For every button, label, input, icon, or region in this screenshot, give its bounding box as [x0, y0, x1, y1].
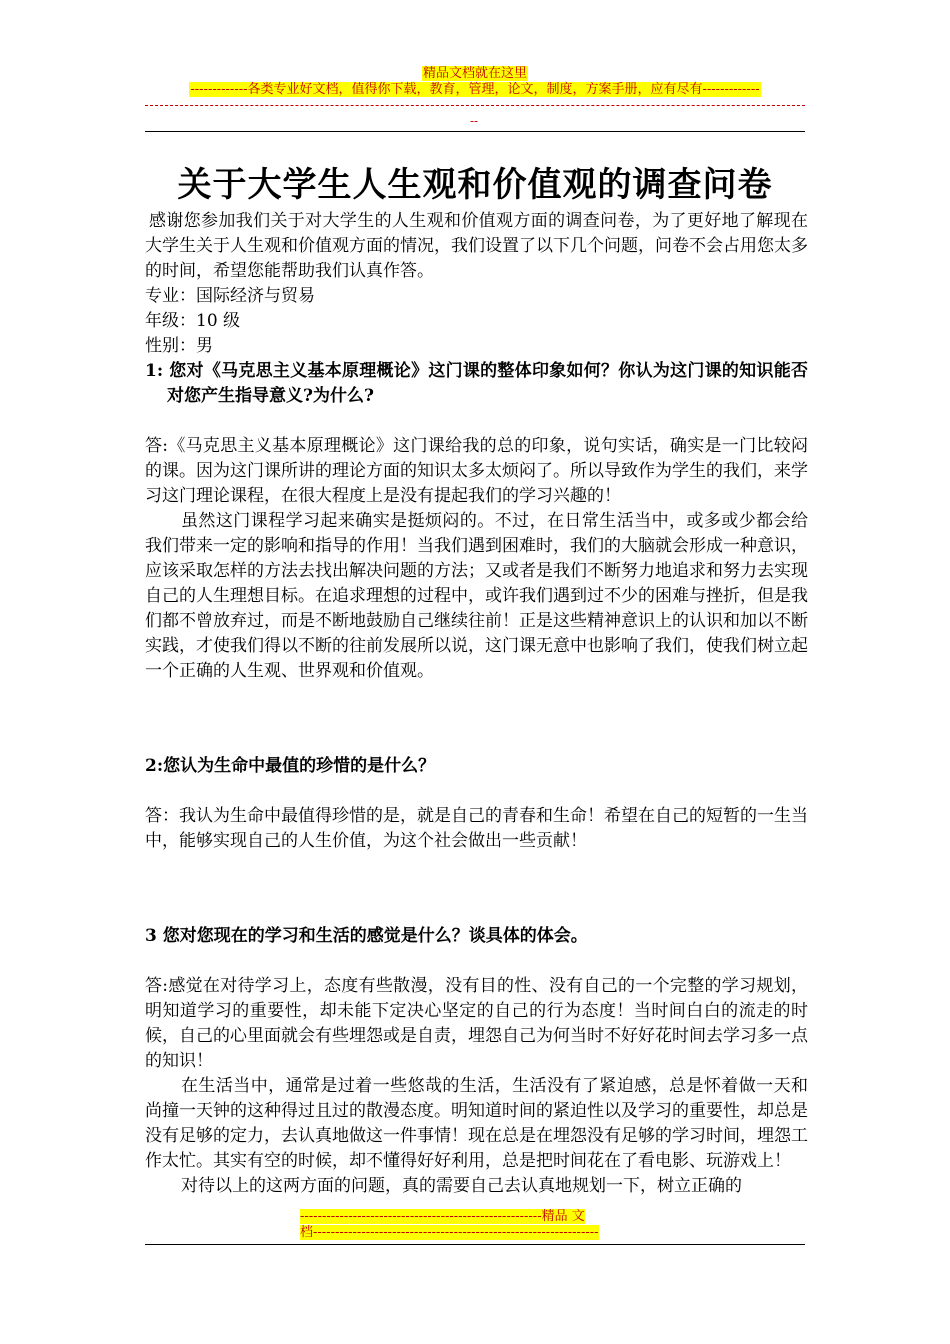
header-title-text: 精品文档就在这里 [422, 66, 527, 81]
question-1: 1: 您对《马克思主义基本原理概论》这门课的整体印象如何？你认为这门课的知识能否对您产生指导意义?为什么? [145, 361, 808, 406]
answer-2: 答：我认为生命中最值得珍惜的是，就是自己的青春和生命！希望在自己的短暂的一生当中，能够实现自己的人生价值，为这个社会做出一些贡献！ [145, 806, 808, 851]
header-dashed-divider [145, 97, 805, 106]
answer-3-paragraph-1: 答:感觉在对待学习上，态度有些散漫，没有目的性、没有自己的一个完整的学习规划，明知道学习的重要性，却未能下定决心坚定的自己的行为态度！当时间白白的流走的时候，自己的心里面就会有些埋怨或是自责，埋怨自己为何当时不好好花时间去学习多一点的知识！ [145, 976, 808, 1071]
document-title: 关于大学生人生观和价值观的调查问卷 [177, 165, 773, 205]
document-body [145, 209, 808, 1199]
spacer [145, 854, 808, 904]
footer-line-1: -------------------------------------------------------精品 文 [300, 1209, 585, 1224]
spacer [145, 409, 808, 434]
footer-banner [300, 1209, 650, 1241]
answer-1-paragraph-1: 答:《马克思主义基本原理概论》这门课给我的总的印象，说句实话，确实是一门比较闷的课。因为这门课所讲的理论方面的知识太多太烦闷了。所以导致作为学生的我们，来学习这门理论课程，在很大程度上是没有提起我们的学习兴趣的！ [145, 436, 808, 506]
info-major: 专业：国际经济与贸易 [145, 286, 315, 306]
spacer [145, 684, 808, 734]
footer-rule [145, 1244, 805, 1245]
spacer [145, 949, 808, 974]
spacer [145, 904, 808, 924]
header-rule [145, 131, 805, 132]
answer-3-paragraph-2: 在生活当中，通常是过着一些悠哉的生活，生活没有了紧迫感，总是怀着做一天和尚撞一天钟的这种得过且过的散漫态度。明知道时间的紧迫性以及学习的重要性，却总是没有足够的定力，去认真地做这一件事情！现在总是在埋怨没有足够的学习时间，埋怨工作太忙。其实有空的时候，却不懂得好好利用，总是把时间花在了看电影、玩游戏上！ [145, 1076, 808, 1171]
info-gender: 性别：男 [145, 336, 213, 356]
spacer [145, 734, 808, 754]
question-3: 3 您对您现在的学习和生活的感觉是什么？谈具体的体会。 [145, 926, 588, 946]
footer-line-2: 档----------------------------------------------------------------- [300, 1225, 599, 1240]
question-2: 2:您认为生命中最值的珍惜的是什么？ [145, 756, 436, 776]
answer-1-paragraph-2: 虽然这门课程学习起来确实是挺烦闷的。不过，在日常生活当中，或多或少都会给我们带来一定的影响和指导的作用！当我们遇到困难时，我们的大脑就会形成一种意识，应该采取怎样的方法去找出解决问题的方法；又或者是我们不断努力地追求和努力去实现自己的人生理想目标。在追求理想的过程中，或许我们遇到过不少的困难与挫折，但是我们都不曾放弃过，而是不断地鼓励自己继续往前！正是这些精神意识上的认识和加以不断实践，才使我们得以不断的往前发展所以说，这门课无意中也影响了我们，使我们树立起一个正确的人生观、世界观和价值观。 [145, 511, 808, 681]
intro-paragraph: 感谢您参加我们关于对大学生的人生观和价值观方面的调查问卷，为了更好地了解现在大学生关于人生观和价值观方面的情况，我们设置了以下几个问题，问卷不会占用您太多的时间，希望您能帮助我们认真作答。 [145, 211, 808, 281]
info-grade: 年级：10 级 [145, 311, 241, 331]
header-banner-slogan [0, 82, 950, 98]
spacer [145, 779, 808, 804]
header-slogan-text: -------------各类专业好文档，值得你下载，教育，管理，论文，制度，方案手册，应有尽有------------- [190, 82, 760, 97]
answer-3-paragraph-3: 对待以上的这两方面的问题，真的需要自己去认真地规划一下，树立正确的 [181, 1176, 742, 1196]
header-dash-tail: -- [470, 114, 479, 128]
header-banner-title [0, 66, 950, 82]
